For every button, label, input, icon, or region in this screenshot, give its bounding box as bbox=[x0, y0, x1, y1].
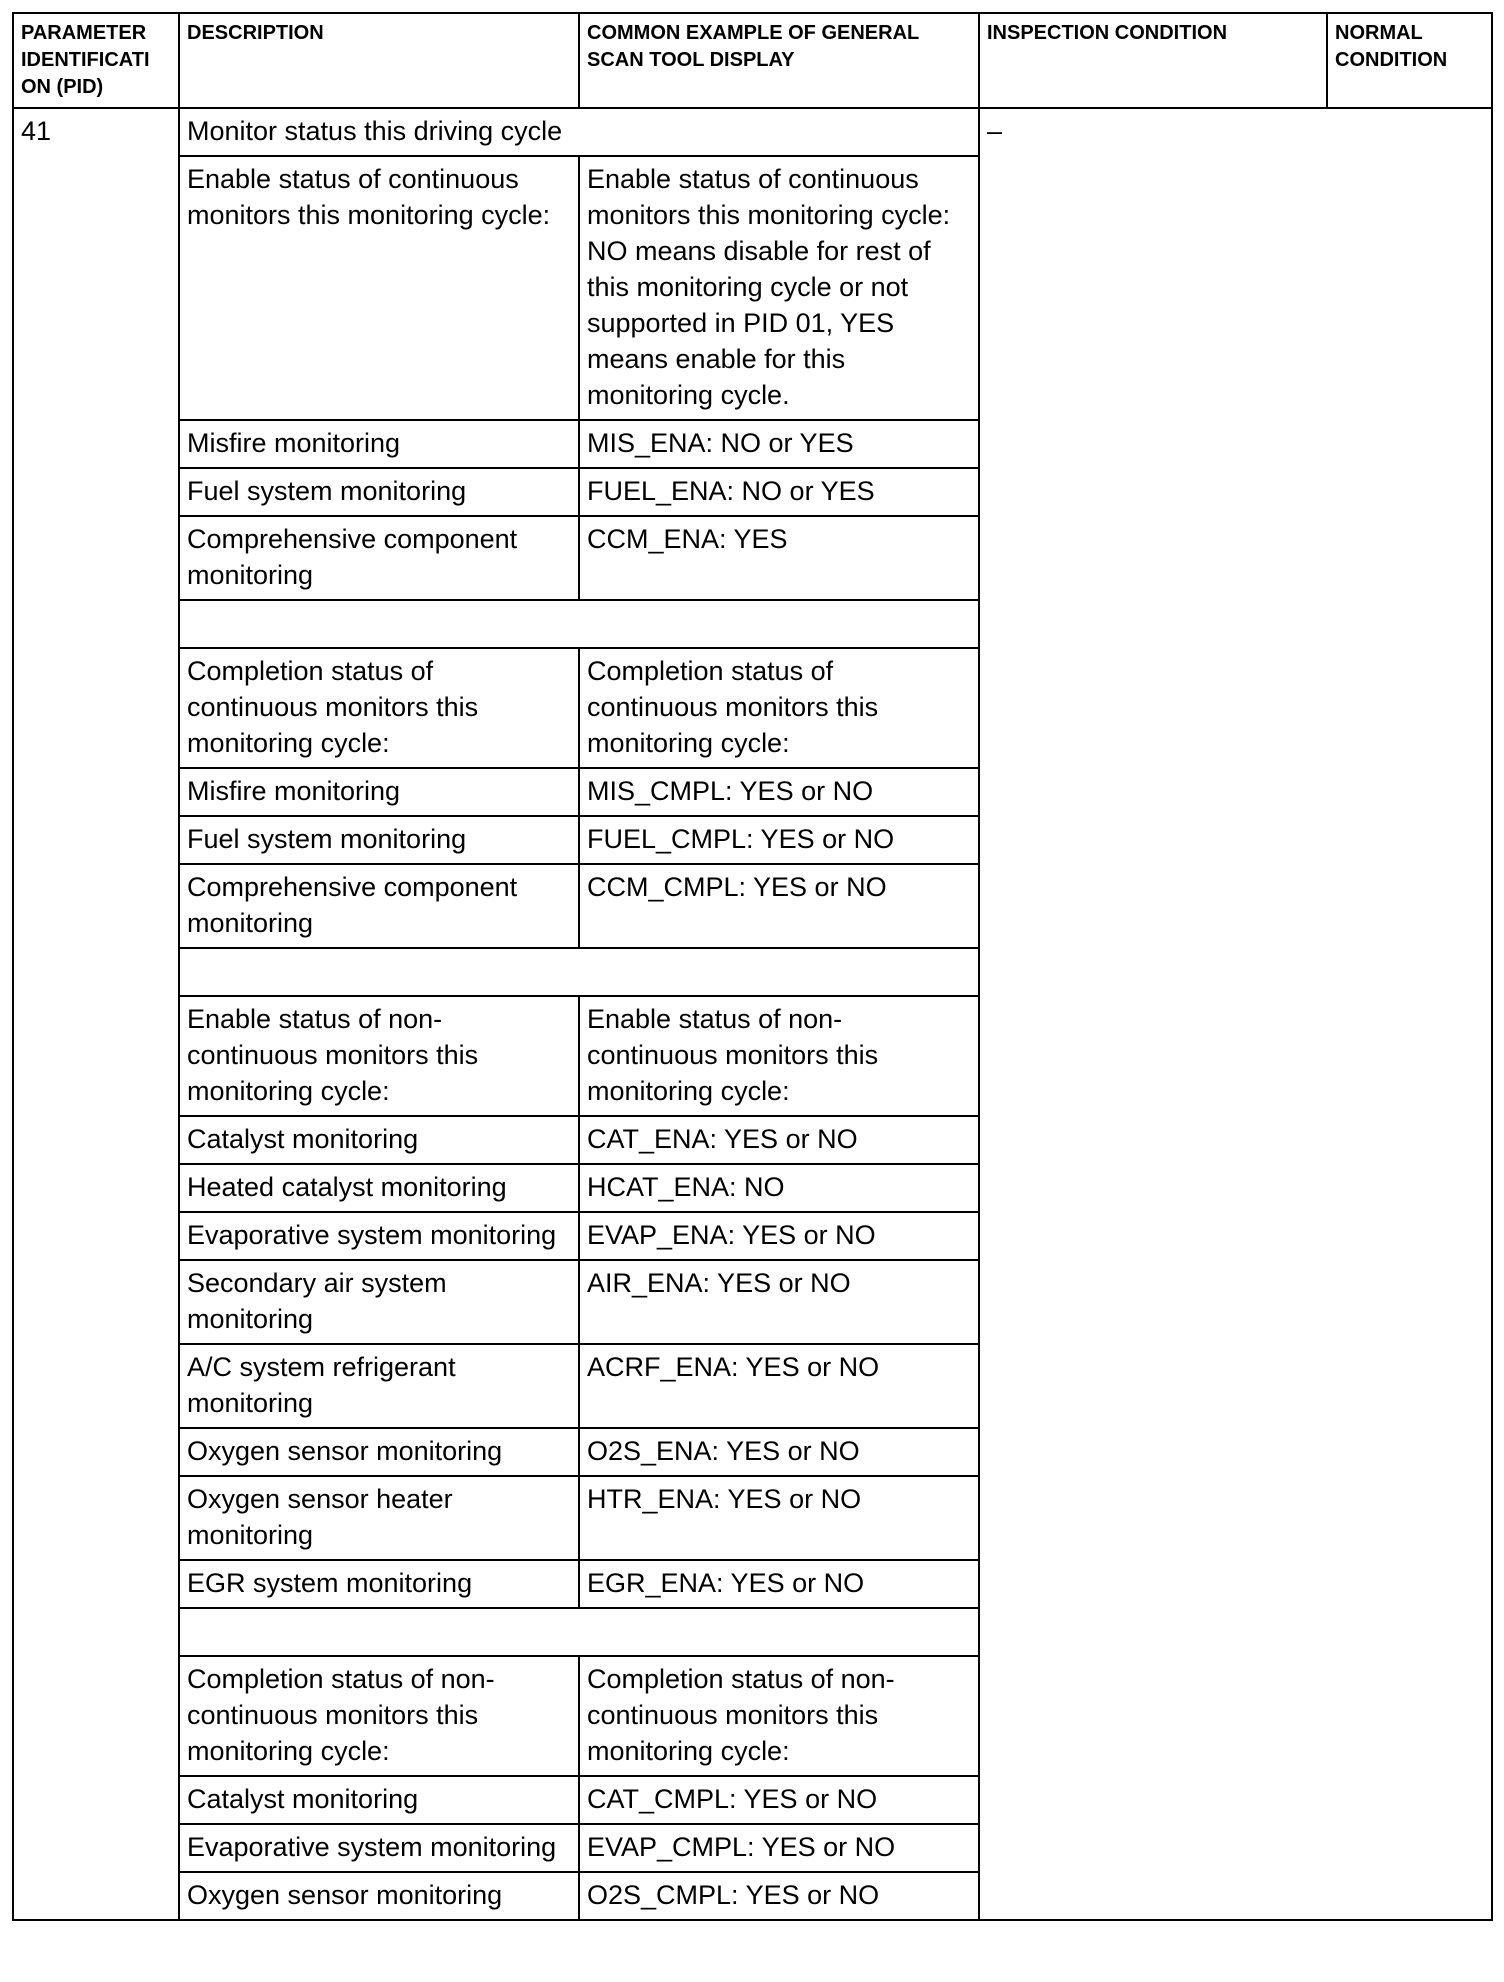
row-description: Completion status of non-continuous monitors this monitoring cycle: bbox=[179, 1656, 579, 1776]
row-display: Completion status of continuous monitors this monitoring cycle: bbox=[579, 648, 979, 768]
row-description: A/C system refrigerant monitoring bbox=[179, 1344, 579, 1428]
header-inspection: INSPECTION CONDITION bbox=[979, 13, 1327, 108]
row-display: CAT_ENA: YES or NO bbox=[579, 1116, 979, 1164]
row-description: Misfire monitoring bbox=[179, 420, 579, 468]
header-description: DESCRIPTION bbox=[179, 13, 579, 108]
row-display: O2S_ENA: YES or NO bbox=[579, 1428, 979, 1476]
row-display: MIS_ENA: NO or YES bbox=[579, 420, 979, 468]
row-display: CCM_ENA: YES bbox=[579, 516, 979, 600]
row-display: EGR_ENA: YES or NO bbox=[579, 1560, 979, 1608]
row-description: Evaporative system monitoring bbox=[179, 1824, 579, 1872]
inspection-value: – bbox=[979, 108, 1492, 1920]
row-description: Fuel system monitoring bbox=[179, 468, 579, 516]
row-display: Completion status of non-continuous monitors this monitoring cycle: bbox=[579, 1656, 979, 1776]
blank-cell bbox=[179, 1608, 979, 1656]
row-display: EVAP_CMPL: YES or NO bbox=[579, 1824, 979, 1872]
row-display: AIR_ENA: YES or NO bbox=[579, 1260, 979, 1344]
table-body bbox=[13, 108, 1492, 1920]
title-row bbox=[13, 108, 1492, 156]
row-description: Catalyst monitoring bbox=[179, 1776, 579, 1824]
row-display: CCM_CMPL: YES or NO bbox=[579, 864, 979, 948]
row-display: Enable status of non-continuous monitors this monitoring cycle: bbox=[579, 996, 979, 1116]
row-description: Catalyst monitoring bbox=[179, 1116, 579, 1164]
header-normal: NORMAL CONDITION bbox=[1327, 13, 1492, 108]
pid-table bbox=[12, 12, 1493, 1921]
title-row-text: Monitor status this driving cycle bbox=[179, 108, 979, 156]
blank-cell bbox=[179, 600, 979, 648]
header-row bbox=[13, 13, 1492, 108]
row-description: Evaporative system monitoring bbox=[179, 1212, 579, 1260]
blank-cell bbox=[179, 948, 979, 996]
row-display: FUEL_ENA: NO or YES bbox=[579, 468, 979, 516]
row-description: EGR system monitoring bbox=[179, 1560, 579, 1608]
row-display: HTR_ENA: YES or NO bbox=[579, 1476, 979, 1560]
row-display: ACRF_ENA: YES or NO bbox=[579, 1344, 979, 1428]
row-display: O2S_CMPL: YES or NO bbox=[579, 1872, 979, 1920]
header-display: COMMON EXAMPLE OF GENERAL SCAN TOOL DISPLAY bbox=[579, 13, 979, 108]
row-display: CAT_CMPL: YES or NO bbox=[579, 1776, 979, 1824]
row-description: Oxygen sensor monitoring bbox=[179, 1428, 579, 1476]
row-description: Comprehensive component monitoring bbox=[179, 864, 579, 948]
row-description: Oxygen sensor heater monitoring bbox=[179, 1476, 579, 1560]
row-description: Oxygen sensor monitoring bbox=[179, 1872, 579, 1920]
row-display: FUEL_CMPL: YES or NO bbox=[579, 816, 979, 864]
row-description: Completion status of continuous monitors this monitoring cycle: bbox=[179, 648, 579, 768]
row-description: Heated catalyst monitoring bbox=[179, 1164, 579, 1212]
pid-value: 41 bbox=[13, 108, 179, 1920]
row-display: EVAP_ENA: YES or NO bbox=[579, 1212, 979, 1260]
row-display: Enable status of continuous monitors this monitoring cycle: NO means disable for rest of this monitoring cycle or not supported in PID 01, YES means enable for this monitoring cycle. bbox=[579, 156, 979, 420]
row-description: Comprehensive component monitoring bbox=[179, 516, 579, 600]
row-description: Fuel system monitoring bbox=[179, 816, 579, 864]
row-display: HCAT_ENA: NO bbox=[579, 1164, 979, 1212]
row-description: Misfire monitoring bbox=[179, 768, 579, 816]
row-description: Secondary air system monitoring bbox=[179, 1260, 579, 1344]
header-pid: PARAMETER IDENTIFICATI ON (PID) bbox=[13, 13, 179, 108]
row-description: Enable status of continuous monitors this monitoring cycle: bbox=[179, 156, 579, 420]
row-description: Enable status of non-continuous monitors this monitoring cycle: bbox=[179, 996, 579, 1116]
row-display: MIS_CMPL: YES or NO bbox=[579, 768, 979, 816]
